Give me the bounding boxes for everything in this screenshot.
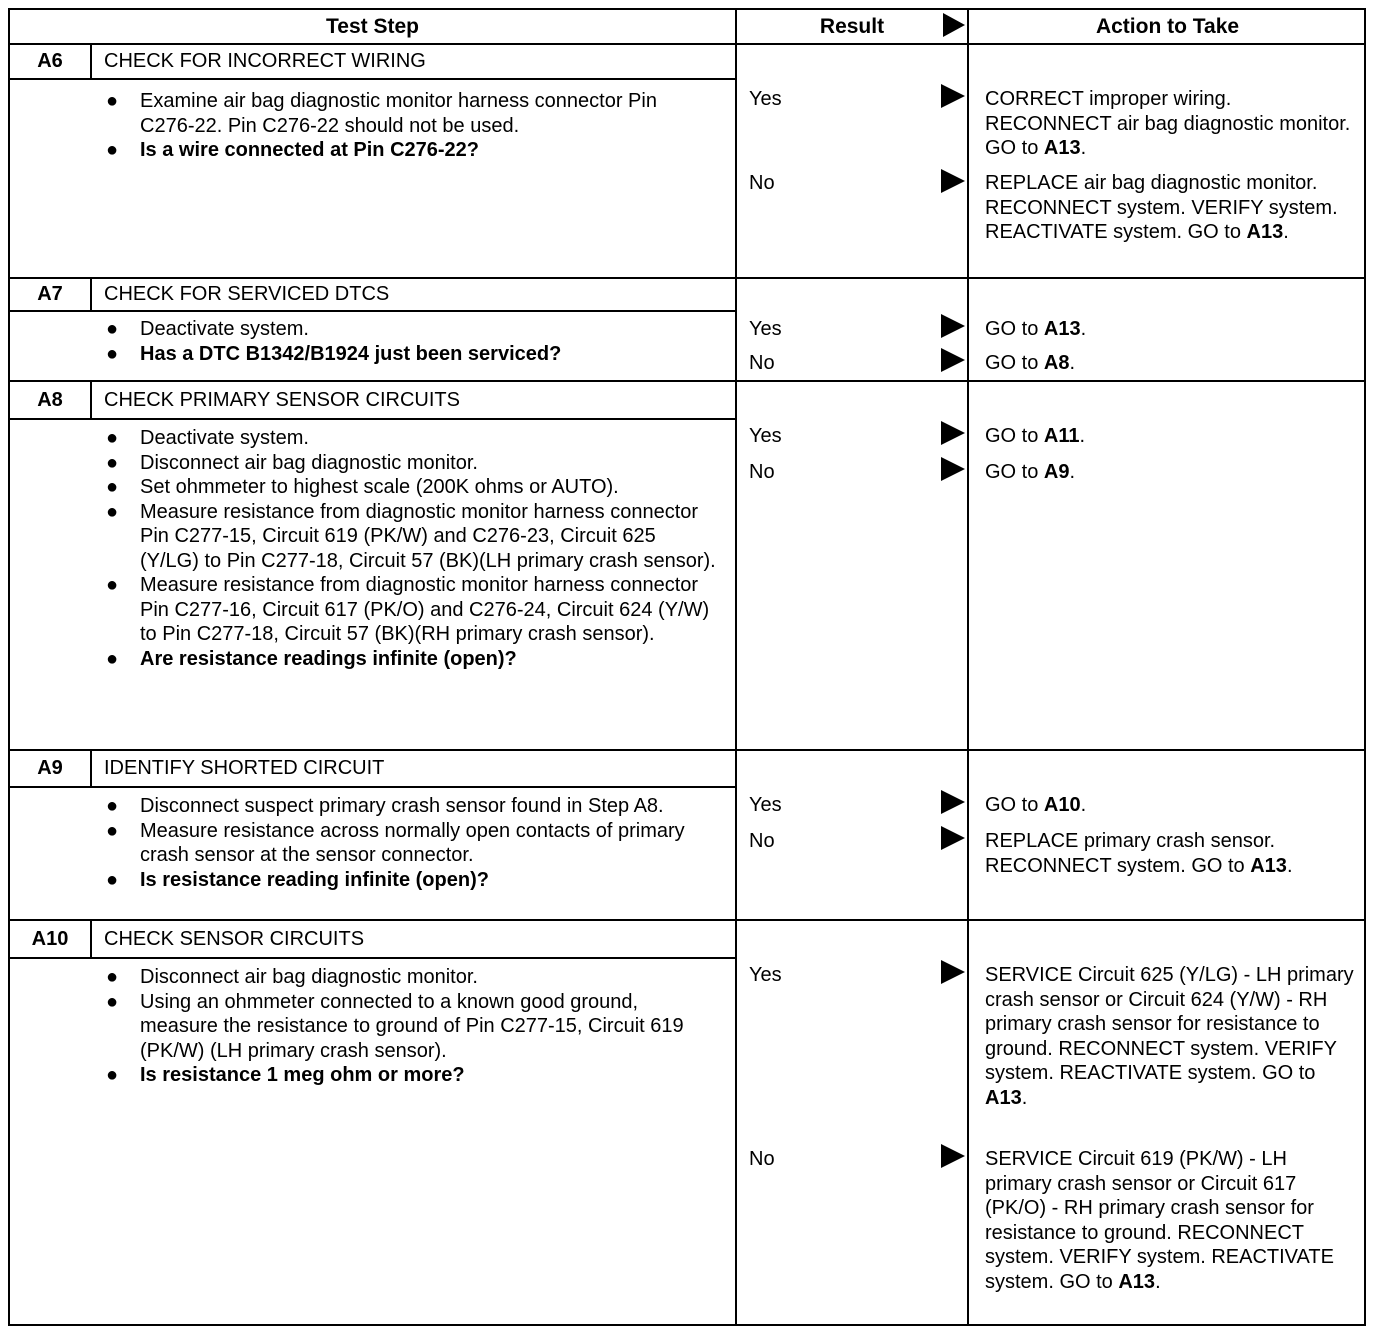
arrow-right-icon — [941, 314, 965, 338]
bullet-icon: ● — [106, 318, 119, 340]
action-yes: GO to A13. — [985, 318, 1087, 340]
result-yes: Yes — [749, 318, 782, 340]
bullet-icon: ● — [106, 1064, 119, 1086]
action-no: GO to A8. — [985, 352, 1076, 374]
result-no: No — [749, 461, 775, 483]
list-item: ● Disconnect air bag diagnostic monitor. — [106, 966, 478, 988]
list-item: ● Measure resistance across normally open contacts of primary crash sensor at the sensor connector. — [106, 819, 685, 866]
arrow-right-icon — [941, 421, 965, 445]
list-item: ● Deactivate system. — [106, 318, 309, 340]
bullet-icon: ● — [106, 451, 119, 474]
action-no: SERVICE Circuit 619 (PK/W) - LH primary crash sensor or Circuit 617 (PK/O) - RH primary crash sensor for resistance to ground. RECONNECT system. VERIFY system. REACTIVATE system. GO to A13. — [985, 1148, 1334, 1293]
list-item: ● Disconnect air bag diagnostic monitor. — [106, 451, 478, 474]
bullet-icon: ● — [106, 795, 119, 817]
result-no: No — [749, 830, 775, 852]
bullet-icon: ● — [106, 500, 119, 523]
step-section-a6 — [10, 45, 1366, 279]
result-yes: Yes — [749, 794, 782, 816]
bullet-icon: ● — [106, 868, 119, 891]
step-id: A10 — [10, 921, 92, 957]
action-yes: GO to A11. — [985, 425, 1086, 447]
list-item: ● Is resistance reading infinite (open)? — [106, 868, 489, 891]
action-yes: GO to A10. — [985, 794, 1087, 816]
list-item: ● Using an ohmmeter connected to a known good ground, measure the resistance to ground of Pin C277-15, Circuit 619 (PK/W) (LH primary crash sensor). — [106, 990, 684, 1062]
step-id: A9 — [10, 751, 92, 786]
action-no: REPLACE air bag diagnostic monitor. RECONNECT system. VERIFY system. REACTIVATE system. GO to A13. — [985, 172, 1338, 243]
list-item: ● Is a wire connected at Pin C276-22? — [106, 139, 480, 161]
list-item: ● Set ohmmeter to highest scale (200K ohms or AUTO). — [106, 476, 619, 498]
step-title: CHECK FOR INCORRECT WIRING — [104, 50, 426, 72]
result-yes: Yes — [749, 964, 782, 986]
list-item: ● Measure resistance from diagnostic monitor harness connector Pin C277-15, Circuit 619 (PK/W) and C276-23, Circuit 625 (Y/LG) to Pin C277-18, Circuit 57 (BK)(LH primary crash sensor). — [106, 500, 716, 572]
arrow-right-icon — [941, 169, 965, 193]
list-item: ● Measure resistance from diagnostic monitor harness connector Pin C277-16, Circuit 617 (PK/O) and C276-24, Circuit 624 (Y/W) to Pin C277-18, Circuit 57 (BK)(RH primary crash sensor). — [106, 574, 710, 645]
header-action: Action to Take — [1095, 15, 1240, 38]
step-section-a8 — [10, 382, 1366, 751]
step-title: CHECK SENSOR CIRCUITS — [104, 928, 365, 950]
arrow-right-icon — [941, 790, 965, 814]
arrow-right-icon — [941, 84, 965, 108]
list-item: ● Examine air bag diagnostic monitor harness connector Pin C276-22. Pin C276-22 should not be used. — [106, 90, 657, 137]
step-id: A6 — [10, 45, 92, 78]
action-no: REPLACE primary crash sensor. RECONNECT system. GO to A13. — [985, 830, 1293, 877]
bullet-icon: ● — [106, 427, 119, 449]
arrow-right-icon — [943, 13, 965, 37]
action-yes: SERVICE Circuit 625 (Y/LG) - LH primary crash sensor or Circuit 624 (Y/W) - RH primary crash sensor for resistance to ground. RECONNECT system. VERIFY system. REACTIVATE system. GO to A13. — [985, 964, 1354, 1109]
header-test-step: Test Step — [10, 10, 737, 44]
step-section-a10 — [10, 921, 1366, 1326]
result-yes: Yes — [749, 425, 782, 447]
list-item: ● Has a DTC B1342/B1924 just been serviced? — [106, 342, 562, 365]
bullet-icon: ● — [106, 90, 119, 112]
step-title: CHECK PRIMARY SENSOR CIRCUITS — [104, 389, 460, 411]
result-yes: Yes — [749, 88, 782, 110]
step-title: IDENTIFY SHORTED CIRCUIT — [104, 757, 385, 779]
step-title: CHECK FOR SERVICED DTCS — [104, 283, 390, 305]
bullet-icon: ● — [106, 574, 119, 596]
bullet-icon: ● — [106, 647, 119, 670]
arrow-right-icon — [941, 457, 965, 481]
arrow-right-icon — [941, 348, 965, 372]
bullet-icon: ● — [106, 139, 119, 161]
arrow-right-icon — [941, 960, 965, 984]
step-section-a7 — [10, 279, 1366, 382]
bullet-icon: ● — [106, 990, 119, 1013]
list-item: ● Disconnect suspect primary crash sensor found in Step A8. — [106, 795, 664, 817]
action-yes: CORRECT improper wiring. RECONNECT air bag diagnostic monitor. GO to A13. — [985, 88, 1351, 159]
list-item: ● Is resistance 1 meg ohm or more? — [106, 1064, 465, 1086]
list-item: ● Are resistance readings infinite (open)? — [106, 647, 517, 670]
bullet-icon: ● — [106, 966, 119, 988]
bullet-icon: ● — [106, 342, 119, 365]
step-id: A8 — [10, 382, 92, 418]
result-no: No — [749, 1148, 775, 1170]
result-no: No — [749, 352, 775, 374]
step-id: A7 — [10, 279, 92, 310]
arrow-right-icon — [941, 1144, 965, 1168]
arrow-right-icon — [941, 826, 965, 850]
bullet-icon: ● — [106, 819, 119, 842]
header-result: Result — [737, 10, 969, 44]
step-section-a9 — [10, 751, 1366, 921]
result-no: No — [749, 172, 775, 194]
bullet-icon: ● — [106, 476, 119, 498]
diagnostic-table — [8, 8, 1366, 1326]
action-no: GO to A9. — [985, 461, 1076, 483]
list-item: ● Deactivate system. — [106, 427, 309, 449]
